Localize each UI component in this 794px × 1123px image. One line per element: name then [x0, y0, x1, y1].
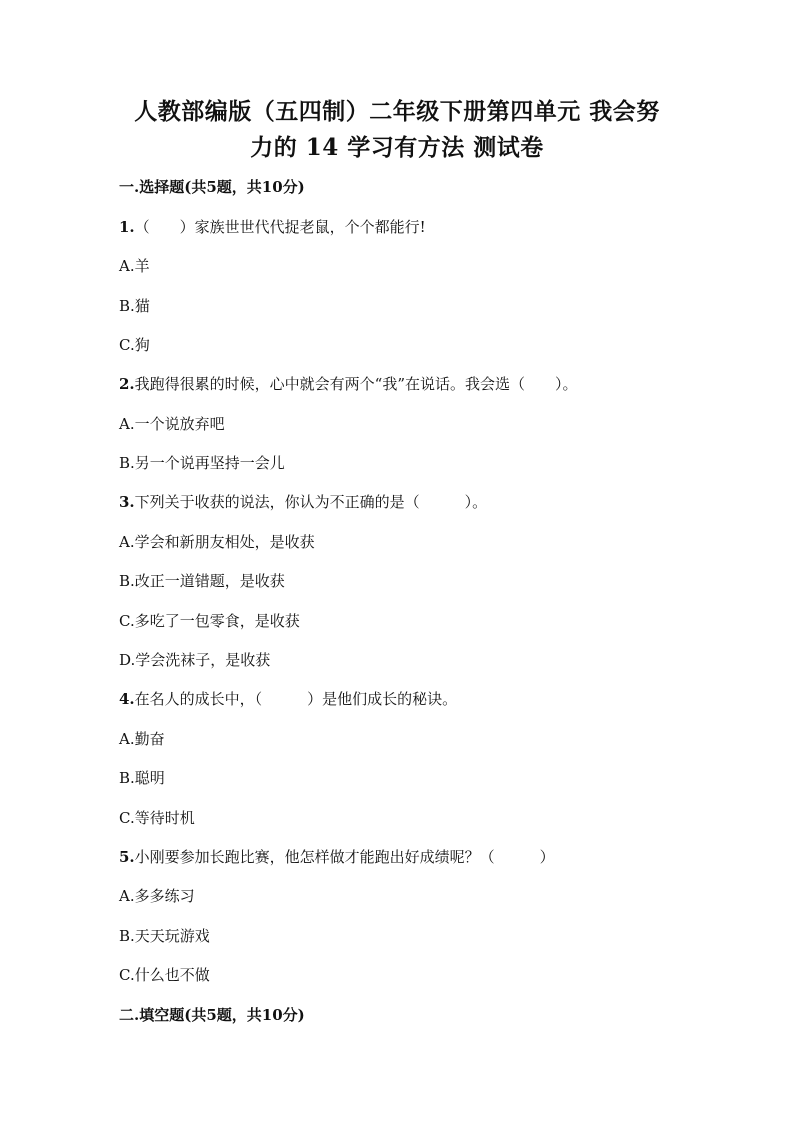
- question-5: [119, 847, 555, 867]
- question-5-option-a: A.多多练习: [119, 887, 195, 905]
- question-4-option-a: A.勤奋: [119, 730, 165, 748]
- question-1-text: （ ）家族世世代代捉老鼠，个个都能行!: [134, 218, 426, 236]
- question-1-option-a: A.羊: [119, 257, 150, 275]
- section-2-heading: 二.填空题(共5题，共10分): [119, 1006, 305, 1024]
- section-1-heading: 一.选择题(共5题，共10分): [119, 178, 305, 196]
- exam-title: [100, 94, 694, 166]
- question-1-option-c: C.狗: [119, 336, 150, 354]
- question-3-text: 下列关于收获的说法，你认为不正确的是（ ）。: [134, 493, 488, 511]
- question-3-number: 3.: [119, 493, 135, 511]
- question-2-option-b: B.另一个说再坚持一会儿: [119, 454, 285, 472]
- question-1-number: 1.: [119, 218, 135, 236]
- title-line-2: 力的 14 学习有方法 测试卷: [250, 134, 544, 161]
- question-4: [119, 689, 457, 709]
- question-3-option-b: B.改正一道错题，是收获: [119, 572, 285, 590]
- question-3-option-c: C.多吃了一包零食，是收获: [119, 612, 300, 630]
- question-1-option-b: B.猫: [119, 297, 150, 315]
- question-2: [119, 374, 578, 394]
- question-3-option-d: D.学会洗袜子，是收获: [119, 651, 271, 669]
- title-line-1: 人教部编版（五四制）二年级下册第四单元 我会努: [134, 98, 660, 125]
- question-5-option-b: B.天天玩游戏: [119, 927, 210, 945]
- question-2-number: 2.: [119, 375, 135, 393]
- question-5-option-c: C.什么也不做: [119, 966, 210, 984]
- question-5-number: 5.: [119, 848, 135, 866]
- question-2-option-a: A.一个说放弃吧: [119, 415, 225, 433]
- question-2-text: 我跑得很累的时候，心中就会有两个“我”在说话。我会选（ ）。: [134, 375, 578, 393]
- question-5-text: 小刚要参加长跑比赛，他怎样做才能跑出好成绩呢？（ ）: [134, 848, 555, 866]
- question-1: [119, 217, 426, 237]
- question-4-option-b: B.聪明: [119, 769, 165, 787]
- question-3: [119, 492, 487, 512]
- question-4-text: 在名人的成长中，（ ）是他们成长的秘诀。: [134, 690, 458, 708]
- question-4-number: 4.: [119, 690, 135, 708]
- question-4-option-c: C.等待时机: [119, 809, 195, 827]
- question-3-option-a: A.学会和新朋友相处，是收获: [119, 533, 315, 551]
